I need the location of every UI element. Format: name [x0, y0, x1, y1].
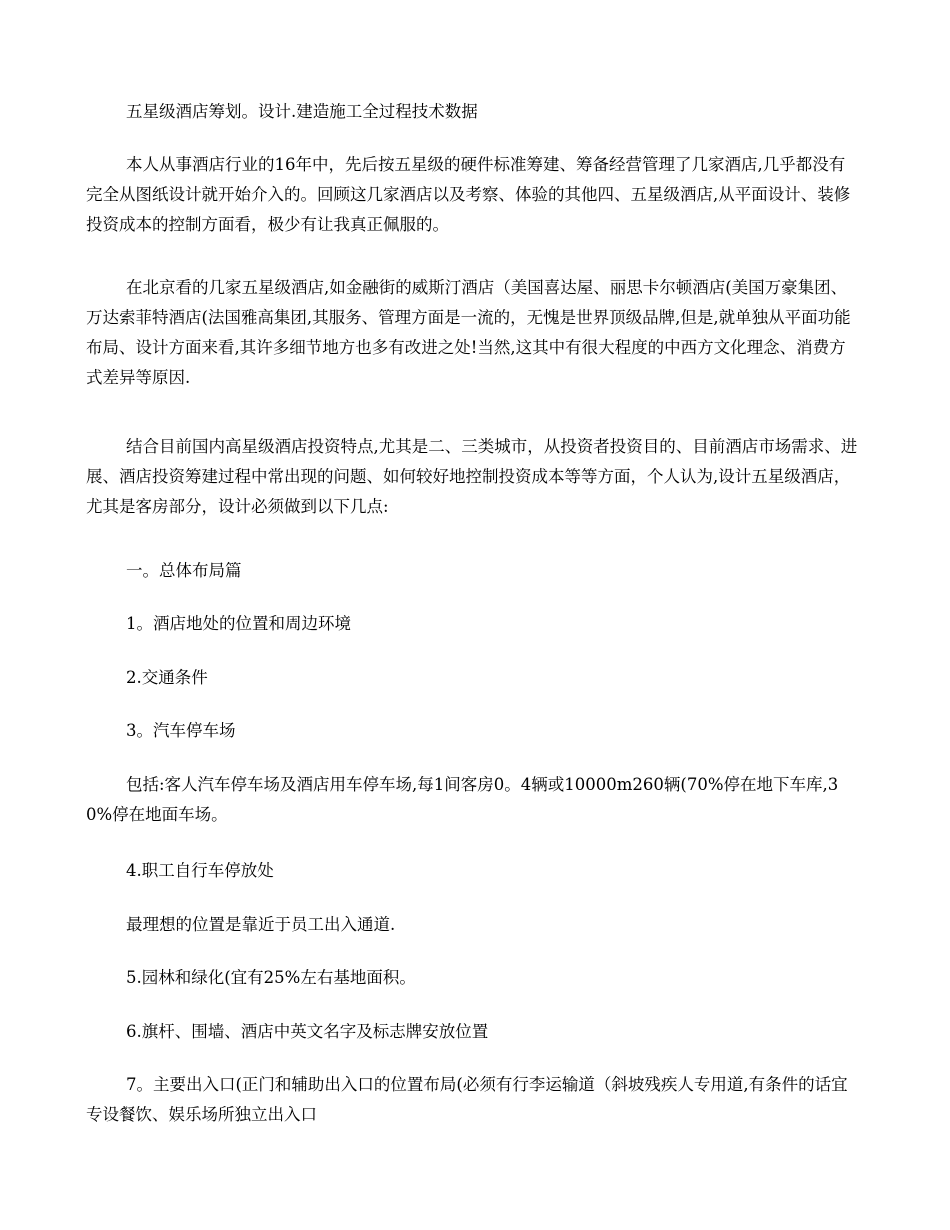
list-item-greening: 5.园林和绿化(宜有25%左右基地面积。	[126, 968, 416, 987]
paragraph-bicycle-detail: 最理想的位置是靠近于员工出入通道.	[126, 915, 396, 934]
document-title: 五星级酒店筹划。设计.建造施工全过程技术数据	[126, 102, 478, 121]
list-item-parking: 3。汽车停车场	[126, 721, 236, 740]
list-item-traffic: 2.交通条件	[126, 668, 208, 687]
paragraph-parking-detail: 包括:客人汽车停车场及酒店用车停车场,每1间客房0。4辆或10000m260辆(70%停在地下车库,30%停在地面车场。	[86, 775, 839, 824]
list-item-bicycle: 4.职工自行车停放处	[126, 861, 274, 880]
list-item-signage: 6.旗杆、围墙、酒店中英文名字及标志牌安放位置	[126, 1022, 489, 1041]
paragraph-intro: 本人从事酒店行业的16年中，先后按五星级的硬件标准筹建、筹备经营管理了几家酒店,几乎都没有完全从图纸设计就开始介入的。回顾这几家酒店以及考察、体验的其他四、五星级酒店,从平面设计、装修投资成本的控制方面看，极少有让我真正佩服的。	[86, 155, 851, 234]
paragraph-design-points: 结合目前国内高星级酒店投资特点,尤其是二、三类城市，从投资者投资目的、目前酒店市场需求、进展、酒店投资筹建过程中常出现的问题、如何较好地控制投资成本等等方面，个人认为,设计五星级酒店，尤其是客房部分，设计必须做到以下几点:	[86, 437, 858, 516]
list-item-entrances: 7。主要出入口(正门和辅助出入口的位置布局(必须有行李运输道（斜坡残疾人专用道,有条件的话宜专设餐饮、娱乐场所独立出入口	[86, 1075, 848, 1124]
list-item-location: 1。酒店地处的位置和周边环境	[126, 614, 351, 633]
section-heading-layout: 一。总体布局篇	[126, 561, 242, 580]
paragraph-beijing-hotels: 在北京看的几家五星级酒店,如金融街的威斯汀酒店（美国喜达屋、丽思卡尔顿酒店(美国万豪集团、万达索菲特酒店(法国雅高集团,其服务、管理方面是一流的，无愧是世界顶级品牌,但是,就单独从平面功能布局、设计方面来看,其许多细节地方也多有改进之处!当然,这其中有很大程度的中西方文化理念、消费方式差异等原因.	[86, 278, 851, 387]
